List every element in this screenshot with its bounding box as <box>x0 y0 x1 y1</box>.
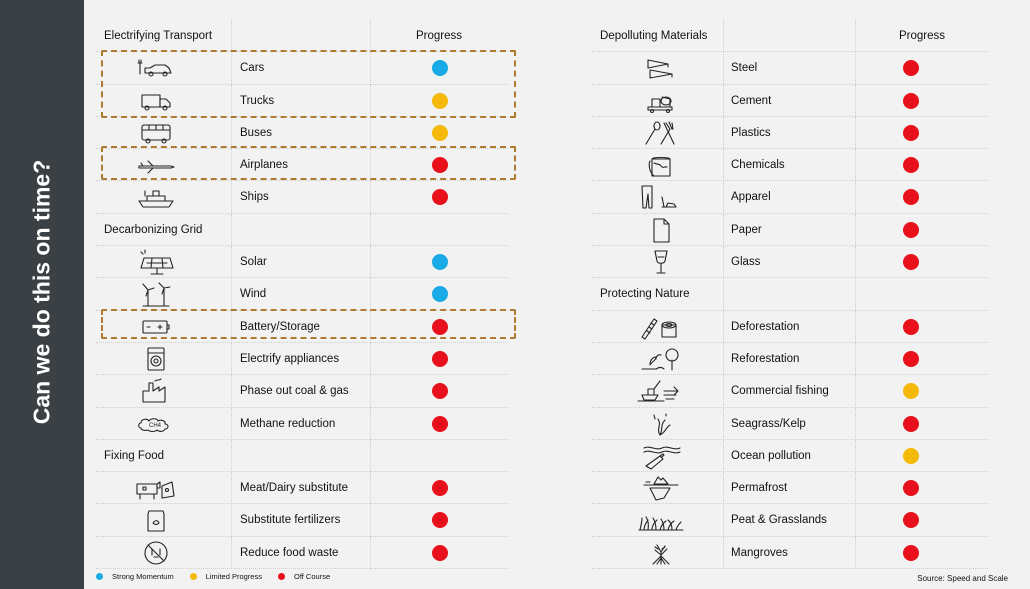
divider <box>370 537 371 569</box>
divider <box>231 20 232 52</box>
divider <box>855 85 856 117</box>
divider <box>231 214 232 246</box>
divider <box>723 343 724 375</box>
divider <box>723 149 724 181</box>
divider <box>231 246 232 278</box>
status-dot-off <box>903 319 919 335</box>
divider <box>855 408 856 440</box>
item-label: Ocean pollution <box>731 449 811 462</box>
progress-header: Progress <box>898 30 946 42</box>
bottle-waves-icon <box>636 442 686 470</box>
divider <box>855 117 856 149</box>
divider <box>855 20 856 52</box>
divider <box>855 278 856 310</box>
divider <box>723 440 724 472</box>
divider <box>855 246 856 278</box>
status-dot-strong <box>432 286 448 302</box>
item-label: Plastics <box>731 126 771 139</box>
no-food-waste-icon <box>131 539 181 567</box>
spoon-fork-icon <box>636 119 686 147</box>
divider <box>723 52 724 84</box>
row-ocean-pollution <box>592 440 988 472</box>
divider <box>370 440 371 472</box>
divider <box>723 311 724 343</box>
divider <box>370 214 371 246</box>
row-electrify-appliances <box>96 343 508 375</box>
item-label: Apparel <box>731 191 771 204</box>
legend-item-off <box>278 572 330 581</box>
divider <box>723 181 724 213</box>
divider <box>723 117 724 149</box>
svg-text:CH4: CH4 <box>149 422 162 429</box>
row-permafrost <box>592 472 988 504</box>
fertilizer-bag-icon <box>131 506 181 534</box>
status-dot-limited <box>903 448 919 464</box>
status-dot-off <box>903 351 919 367</box>
item-label: Mangroves <box>731 546 788 559</box>
status-dot-off <box>903 480 919 496</box>
row-meat-dairy-substitute <box>96 472 508 504</box>
item-label: Chemicals <box>731 159 785 172</box>
row-buses <box>96 117 508 149</box>
row-wind <box>96 278 508 310</box>
item-label: Buses <box>240 126 272 139</box>
legend-dot-limited <box>190 573 197 580</box>
status-dot-off <box>903 189 919 205</box>
status-dot-off <box>432 383 448 399</box>
section-header <box>96 20 508 52</box>
pants-heel-icon <box>636 183 686 211</box>
status-dot-off <box>432 319 448 335</box>
legend-label: Strong Momentum <box>112 572 174 581</box>
item-label: Ships <box>240 191 269 204</box>
divider <box>370 20 371 52</box>
status-dot-strong <box>432 254 448 270</box>
status-dot-off <box>903 125 919 141</box>
iceberg-icon <box>636 474 686 502</box>
row-methane-reduction <box>96 408 508 440</box>
legend-label: Off Course <box>293 572 331 581</box>
status-dot-off <box>903 416 919 432</box>
divider <box>855 504 856 536</box>
mangrove-icon <box>636 539 686 567</box>
divider <box>723 85 724 117</box>
legend <box>96 572 346 581</box>
divider <box>370 343 371 375</box>
section-title: Electrifying Transport <box>104 30 213 42</box>
car-icon <box>131 54 181 82</box>
divider <box>370 246 371 278</box>
status-dot-off <box>903 254 919 270</box>
legend-item-strong <box>96 572 174 581</box>
row-solar <box>96 246 508 278</box>
divider <box>231 408 232 440</box>
divider <box>231 504 232 536</box>
status-dot-off <box>432 189 448 205</box>
divider <box>231 85 232 117</box>
row-trucks <box>96 85 508 117</box>
paint-can-icon <box>636 151 686 179</box>
divider <box>370 375 371 407</box>
divider <box>231 375 232 407</box>
item-label: Commercial fishing <box>731 385 829 398</box>
divider <box>370 181 371 213</box>
divider <box>231 537 232 569</box>
status-dot-off <box>903 60 919 76</box>
divider <box>723 278 724 310</box>
status-dot-strong <box>432 60 448 76</box>
ship-icon <box>131 183 181 211</box>
row-cars <box>96 52 508 84</box>
divider <box>723 408 724 440</box>
item-label: Glass <box>731 256 761 269</box>
status-dot-off <box>432 480 448 496</box>
item-label: Steel <box>731 62 758 75</box>
item-label: Cars <box>240 62 265 75</box>
divider <box>370 117 371 149</box>
row-apparel <box>592 181 988 213</box>
divider <box>723 472 724 504</box>
status-dot-off <box>432 512 448 528</box>
item-label: Reduce food waste <box>240 546 339 559</box>
divider <box>370 472 371 504</box>
row-cement <box>592 85 988 117</box>
row-glass <box>592 246 988 278</box>
divider <box>370 504 371 536</box>
section-title: Depolluting Materials <box>600 30 708 42</box>
status-dot-off <box>903 512 919 528</box>
legend-dot-off <box>278 573 285 580</box>
divider <box>370 85 371 117</box>
battery-icon <box>131 313 181 341</box>
row-steel <box>592 52 988 84</box>
section-header <box>592 20 988 52</box>
divider <box>370 52 371 84</box>
divider <box>855 311 856 343</box>
status-dot-limited <box>432 125 448 141</box>
item-label: Cement <box>731 94 772 107</box>
status-dot-off <box>903 93 919 109</box>
divider <box>231 181 232 213</box>
item-label: Permafrost <box>731 482 788 495</box>
divider <box>231 472 232 504</box>
row-plastics <box>592 117 988 149</box>
divider <box>855 214 856 246</box>
divider <box>370 408 371 440</box>
item-label: Methane reduction <box>240 417 336 430</box>
divider <box>231 440 232 472</box>
item-label: Deforestation <box>731 320 800 333</box>
kelp-icon <box>636 410 686 438</box>
row-deforestation <box>592 311 988 343</box>
row-paper <box>592 214 988 246</box>
legend-label: Limited Progress <box>205 572 262 581</box>
grass-icon <box>636 506 686 534</box>
legend-item-limited <box>190 572 262 581</box>
divider <box>231 149 232 181</box>
divider <box>231 52 232 84</box>
divider <box>855 537 856 569</box>
divider <box>855 472 856 504</box>
fishing-boat-icon <box>636 377 686 405</box>
row-phase-out-coal-gas <box>96 375 508 407</box>
row-substitute-fertilizers <box>96 504 508 536</box>
item-label: Seagrass/Kelp <box>731 417 806 430</box>
row-chemicals <box>592 149 988 181</box>
legend-dot-strong <box>96 573 103 580</box>
divider <box>231 117 232 149</box>
section-header <box>96 214 508 246</box>
row-ships <box>96 181 508 213</box>
right-column <box>592 20 988 569</box>
washing-machine-icon <box>131 345 181 373</box>
row-battery-storage <box>96 311 508 343</box>
divider <box>723 504 724 536</box>
factory-icon <box>131 377 181 405</box>
bus-icon <box>131 119 181 147</box>
status-dot-off <box>432 157 448 173</box>
airplane-icon <box>131 151 181 179</box>
status-dot-off <box>432 351 448 367</box>
status-dot-off <box>432 416 448 432</box>
divider <box>370 278 371 310</box>
divider <box>723 246 724 278</box>
divider <box>231 311 232 343</box>
item-label: Substitute fertilizers <box>240 514 341 527</box>
page-title: Can we do this on time? <box>28 159 55 425</box>
item-label: Meat/Dairy substitute <box>240 482 349 495</box>
steel-beam-icon <box>636 54 686 82</box>
wine-glass-icon <box>636 248 686 276</box>
section-title: Protecting Nature <box>600 288 690 301</box>
item-label: Battery/Storage <box>240 320 320 333</box>
methane-cloud-icon <box>131 410 181 438</box>
row-commercial-fishing <box>592 375 988 407</box>
row-mangroves <box>592 537 988 569</box>
sidebar <box>0 0 84 589</box>
item-label: Trucks <box>240 94 275 107</box>
row-peat-grasslands <box>592 504 988 536</box>
item-label: Paper <box>731 223 762 236</box>
planting-tree-icon <box>636 345 686 373</box>
divider <box>855 343 856 375</box>
left-column <box>96 20 508 569</box>
divider <box>723 20 724 52</box>
divider <box>370 311 371 343</box>
section-title: Fixing Food <box>104 449 165 462</box>
cow-cheese-icon <box>131 474 181 502</box>
item-label: Peat & Grasslands <box>731 514 827 527</box>
progress-header: Progress <box>415 30 463 42</box>
section-title: Decarbonizing Grid <box>104 223 203 236</box>
cement-mixer-icon <box>636 87 686 115</box>
divider <box>723 375 724 407</box>
status-dot-off <box>903 157 919 173</box>
divider <box>855 52 856 84</box>
status-dot-limited <box>903 383 919 399</box>
section-header <box>592 278 988 310</box>
divider <box>231 343 232 375</box>
divider <box>855 181 856 213</box>
truck-icon <box>131 87 181 115</box>
status-dot-limited <box>432 93 448 109</box>
status-dot-off <box>432 545 448 561</box>
source-note: Source: Speed and Scale <box>917 574 1008 583</box>
divider <box>855 375 856 407</box>
row-reforestation <box>592 343 988 375</box>
divider <box>723 537 724 569</box>
row-airplanes <box>96 149 508 181</box>
item-label: Electrify appliances <box>240 352 340 365</box>
paper-icon <box>636 216 686 244</box>
solar-panel-icon <box>131 248 181 276</box>
divider <box>723 214 724 246</box>
item-label: Phase out coal & gas <box>240 385 349 398</box>
item-label: Reforestation <box>731 352 800 365</box>
wind-turbine-icon <box>131 280 181 308</box>
item-label: Wind <box>240 288 267 301</box>
section-header <box>96 440 508 472</box>
item-label: Airplanes <box>240 159 288 172</box>
divider <box>855 149 856 181</box>
saw-stump-icon <box>636 313 686 341</box>
row-reduce-food-waste <box>96 537 508 569</box>
status-dot-off <box>903 222 919 238</box>
divider <box>231 278 232 310</box>
status-dot-off <box>903 545 919 561</box>
item-label: Solar <box>240 256 267 269</box>
divider <box>855 440 856 472</box>
row-seagrass-kelp <box>592 408 988 440</box>
divider <box>370 149 371 181</box>
